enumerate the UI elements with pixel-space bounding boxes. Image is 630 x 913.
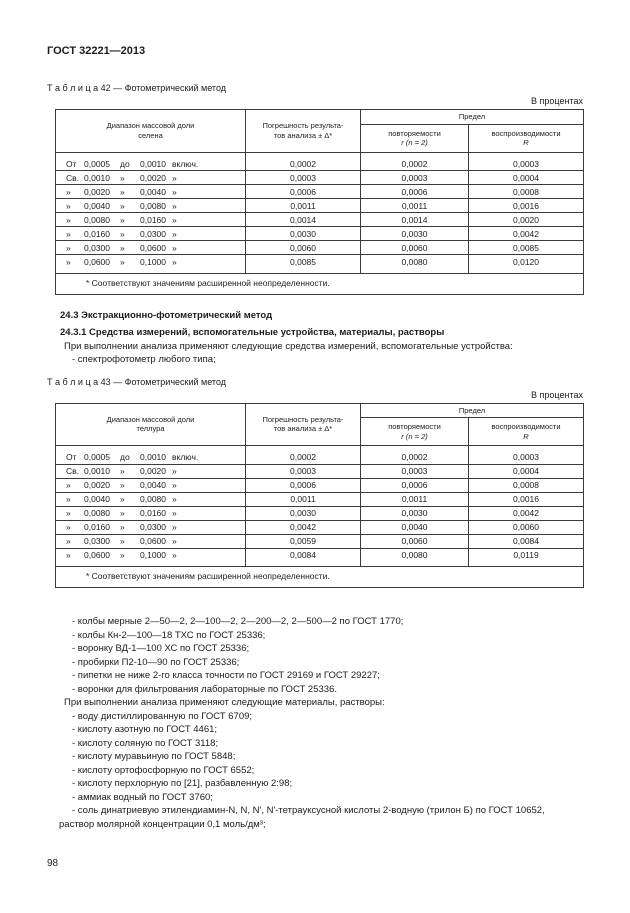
range-cell: » 0,0160 » 0,0300 » xyxy=(56,520,246,534)
error-cell: 0,0084 xyxy=(246,548,361,567)
repeatability-column-header: повторяемости r (n = 2) xyxy=(361,418,469,446)
table-row xyxy=(56,464,584,478)
text-line: - пробирки П2-10—90 по ГОСТ 25336; xyxy=(72,656,240,668)
repeatability-cell: 0,0006 xyxy=(361,185,469,199)
text-line: - аммиак водный по ГОСТ 3760; xyxy=(72,791,213,803)
paragraph-instruments: При выполнении анализа применяют следующие средства измерений, вспомогательные устройства: xyxy=(64,340,513,352)
table-row xyxy=(56,548,584,567)
range-cell: » 0,0040 » 0,0080 » xyxy=(56,199,246,213)
range-cell: » 0,0300 » 0,0600 » xyxy=(56,241,246,255)
range-cell: » 0,0040 » 0,0080 » xyxy=(56,492,246,506)
error-cell: 0,0042 xyxy=(246,520,361,534)
table42-unit-note: В процентах xyxy=(531,96,583,106)
repeatability-cell: 0,0080 xyxy=(361,548,469,567)
repeatability-cell: 0,0002 xyxy=(361,152,469,171)
reproducibility-cell: 0,0008 xyxy=(469,478,584,492)
reproducibility-column-header: воспроизводимости R xyxy=(469,418,584,446)
reproducibility-cell: 0,0003 xyxy=(469,446,584,465)
table43-unit-note: В процентах xyxy=(531,389,583,400)
table-row xyxy=(56,227,584,241)
range-cell: От 0,0005 до 0,0010 включ. xyxy=(56,446,246,465)
reproducibility-column-header: воспроизводимости R xyxy=(469,124,584,152)
table-row xyxy=(56,152,584,171)
limit-column-header: Предел xyxy=(361,110,584,125)
reproducibility-cell: 0,0020 xyxy=(469,213,584,227)
table-row xyxy=(56,478,584,492)
table43-footnote: * Соответствуют значениям расширенной неопределенности. xyxy=(56,567,584,588)
page-number: 98 xyxy=(47,858,59,869)
repeatability-cell: 0,0006 xyxy=(361,478,469,492)
reproducibility-cell: 0,0004 xyxy=(469,171,584,185)
range-cell: » 0,0020 » 0,0040 » xyxy=(56,478,246,492)
repeatability-cell: 0,0060 xyxy=(361,241,469,255)
table42-caption: Т а б л и ц а 42 — Фотометрический метод xyxy=(47,83,226,93)
repeatability-column-header: повторяемости r (n = 2) xyxy=(361,124,469,152)
table-row xyxy=(56,185,584,199)
range-cell: » 0,0080 » 0,0160 » xyxy=(56,213,246,227)
repeatability-cell: 0,0030 xyxy=(361,506,469,520)
table-row xyxy=(56,213,584,227)
text-line: - кислоту перхлорную по [21], разбавленную 2:98; xyxy=(72,778,293,789)
range-cell: » 0,0020 » 0,0040 » xyxy=(56,185,246,199)
text-line: - кислоту муравьиную по ГОСТ 5848; xyxy=(72,751,236,762)
error-cell: 0,0014 xyxy=(246,213,361,227)
table-row xyxy=(56,492,584,506)
table43 xyxy=(55,403,584,589)
text-line: - колбы Кн-2—100—18 ТХС по ГОСТ 25336; xyxy=(72,629,266,641)
table-row xyxy=(56,534,584,548)
error-cell: 0,0060 xyxy=(246,241,361,255)
repeatability-cell: 0,0011 xyxy=(361,492,469,506)
reproducibility-cell: 0,0085 xyxy=(469,241,584,255)
repeatability-cell: 0,0002 xyxy=(361,446,469,465)
error-cell: 0,0059 xyxy=(246,534,361,548)
reproducibility-cell: 0,0119 xyxy=(469,548,584,567)
section-heading-24-3: 24.3 Экстракционно-фотометрический метод xyxy=(60,309,273,321)
repeatability-cell: 0,0040 xyxy=(361,520,469,534)
text-line: - соль динатриевую этилендиамин-N, N, N', N'-тетрауксусной кислоты 2-водную (трилон Б) по ГОСТ 10652, xyxy=(72,805,545,816)
table-row xyxy=(56,446,584,465)
reproducibility-cell: 0,0016 xyxy=(469,492,584,506)
text-line: - пипетки не ниже 2-го класса точности по ГОСТ 29169 и ГОСТ 29227; xyxy=(72,670,380,681)
text-line: - кислоту ортофосфорную по ГОСТ 6552; xyxy=(72,764,255,776)
range-cell: » 0,0600 » 0,1000 » xyxy=(56,255,246,274)
repeatability-cell: 0,0011 xyxy=(361,199,469,213)
range-cell: » 0,0300 » 0,0600 » xyxy=(56,534,246,548)
table-row xyxy=(56,241,584,255)
repeatability-cell: 0,0030 xyxy=(361,227,469,241)
range-cell: От 0,0005 до 0,0010 включ. xyxy=(56,152,246,171)
text-line: - колбы мерные 2—50—2, 2—100—2, 2—200—2, 2—500—2 по ГОСТ 1770; xyxy=(72,616,404,627)
repeatability-cell: 0,0080 xyxy=(361,255,469,274)
table42-footnote: * Соответствуют значениям расширенной неопределенности. xyxy=(56,273,584,294)
reproducibility-cell: 0,0008 xyxy=(469,185,584,199)
reproducibility-cell: 0,0042 xyxy=(469,227,584,241)
table43-body xyxy=(56,446,584,567)
table42 xyxy=(55,109,584,295)
range-cell: » 0,0600 » 0,1000 » xyxy=(56,548,246,567)
section-heading-24-3-1: 24.3.1 Средства измерений, вспомогательные устройства, материалы, растворы xyxy=(60,327,445,338)
error-column-header: Погрешность результа- тов анализа ± Δ* xyxy=(246,403,361,446)
repeatability-cell: 0,0003 xyxy=(361,171,469,185)
table43-caption: Т а б л и ц а 43 — Фотометрический метод xyxy=(47,376,226,387)
materials-list xyxy=(47,615,583,831)
text-line: - кислоту соляную по ГОСТ 3118; xyxy=(72,737,219,749)
range-cell: » 0,0080 » 0,0160 » xyxy=(56,506,246,520)
repeatability-cell: 0,0003 xyxy=(361,464,469,478)
error-cell: 0,0003 xyxy=(246,464,361,478)
range-cell: Св. 0,0010 » 0,0020 » xyxy=(56,171,246,185)
error-cell: 0,0030 xyxy=(246,227,361,241)
error-cell: 0,0011 xyxy=(246,199,361,213)
limit-column-header: Предел xyxy=(361,403,584,418)
table-row xyxy=(56,506,584,520)
table-row xyxy=(56,199,584,213)
table-row xyxy=(56,520,584,534)
reproducibility-cell: 0,0016 xyxy=(469,199,584,213)
error-cell: 0,0006 xyxy=(246,185,361,199)
repeatability-cell: 0,0060 xyxy=(361,534,469,548)
error-cell: 0,0011 xyxy=(246,492,361,506)
error-column-header: Погрешность результа- тов анализа ± Δ* xyxy=(246,110,361,153)
range-column-header: Диапазон массовой доли селена xyxy=(56,110,246,153)
error-cell: 0,0003 xyxy=(246,171,361,185)
text-line: раствор молярной концентрации 0,1 моль/дм³; xyxy=(59,818,266,830)
text-line: При выполнении анализа применяют следующие материалы, растворы: xyxy=(64,697,385,708)
error-cell: 0,0002 xyxy=(246,152,361,171)
doc-code: ГОСТ 32221—2013 xyxy=(47,45,146,57)
table42-body xyxy=(56,152,584,273)
reproducibility-cell: 0,0042 xyxy=(469,506,584,520)
error-cell: 0,0006 xyxy=(246,478,361,492)
table-row xyxy=(56,255,584,274)
text-line: - воронку ВД-1—100 ХС по ГОСТ 25336; xyxy=(72,643,250,654)
text-line: - воронки для фильтрования лабораторные по ГОСТ 25336. xyxy=(72,683,337,695)
reproducibility-cell: 0,0004 xyxy=(469,464,584,478)
error-cell: 0,0002 xyxy=(246,446,361,465)
reproducibility-cell: 0,0060 xyxy=(469,520,584,534)
table-row xyxy=(56,171,584,185)
text-line: - воду дистиллированную по ГОСТ 6709; xyxy=(72,710,253,722)
range-cell: Св. 0,0010 » 0,0020 » xyxy=(56,464,246,478)
reproducibility-cell: 0,0120 xyxy=(469,255,584,274)
range-column-header: Диапазон массовой доли теллура xyxy=(56,403,246,446)
text-line: - кислоту азотную по ГОСТ 4461; xyxy=(72,724,218,735)
error-cell: 0,0085 xyxy=(246,255,361,274)
list-item-spectrophotometer: - спектрофотометр любого типа; xyxy=(72,354,216,365)
range-cell: » 0,0160 » 0,0300 » xyxy=(56,227,246,241)
reproducibility-cell: 0,0003 xyxy=(469,152,584,171)
reproducibility-cell: 0,0084 xyxy=(469,534,584,548)
error-cell: 0,0030 xyxy=(246,506,361,520)
repeatability-cell: 0,0014 xyxy=(361,213,469,227)
